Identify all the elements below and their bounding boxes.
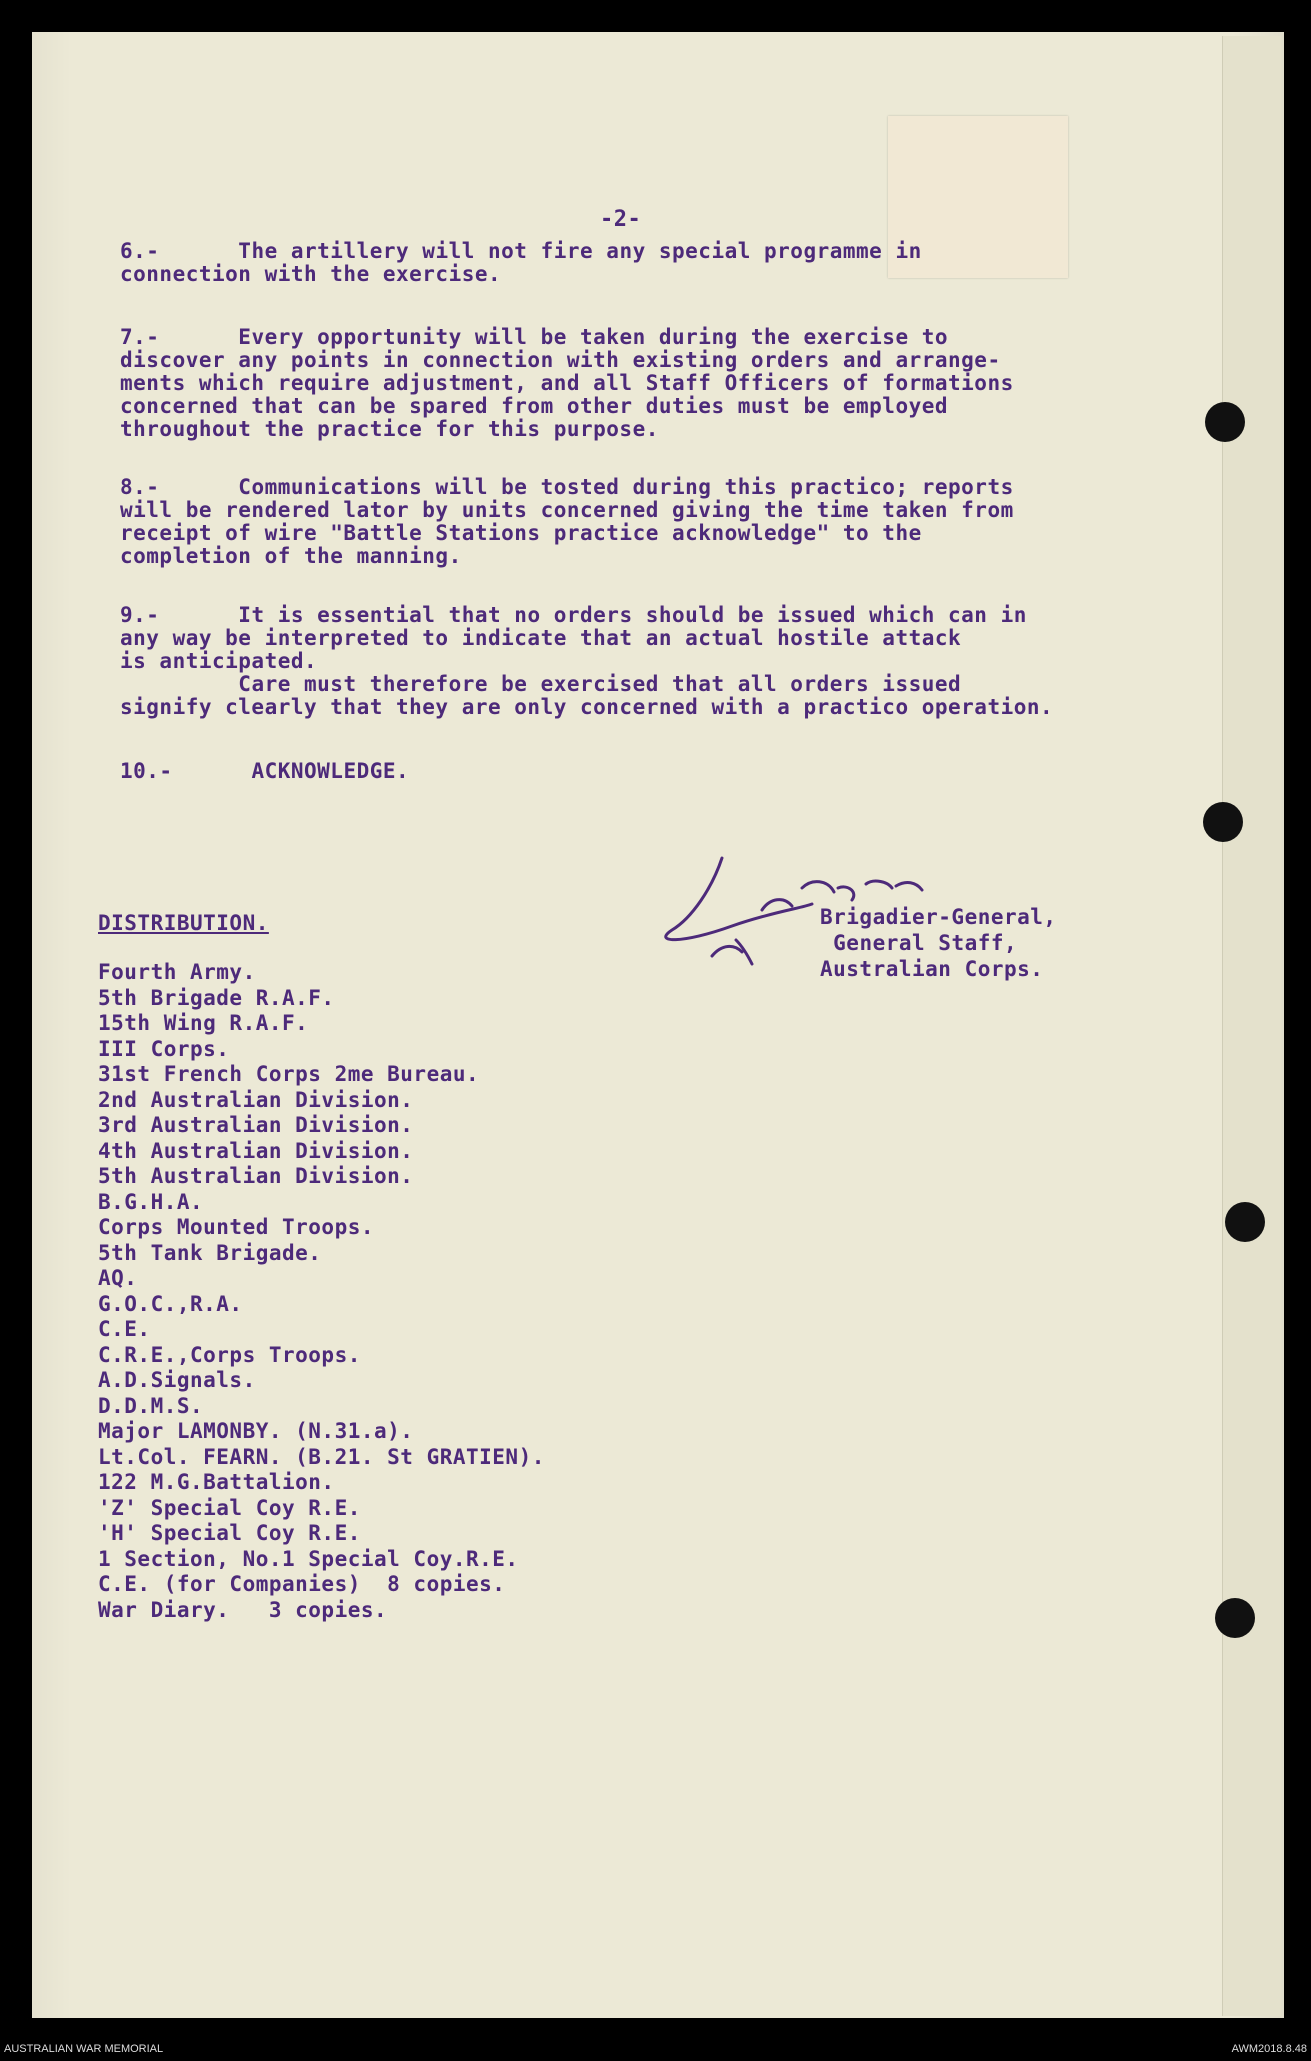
list-item: War Diary. 3 copies. (98, 1597, 388, 1622)
list-item: D.D.M.S. (98, 1393, 204, 1418)
paragraph-8 (120, 476, 1180, 568)
list-item: 2nd Australian Division. (98, 1087, 414, 1112)
paragraph-line: Care must therefore be exercised that all orders issued (238, 672, 962, 696)
list-item: 3rd Australian Division. (98, 1113, 414, 1137)
footer-reference: AWM2018.8.48 (1231, 2043, 1307, 2055)
list-item: AQ. (98, 1266, 138, 1290)
signature-line: Australian Corps. (820, 957, 1044, 981)
paragraph-line: any way be interpreted to indicate that an actual hostile attack (120, 626, 962, 650)
list-item: 5th Brigade R.A.F. (98, 985, 335, 1010)
paragraph-line: signify clearly that they are only concerned with a practico operation. (120, 695, 1054, 719)
paragraph-line: throughout the practice for this purpose. (120, 417, 659, 441)
paragraph-line: connection with the exercise. (120, 262, 502, 286)
paragraph-line: ments which require adjustment, and all Staff Officers of formations (120, 371, 1014, 395)
list-item: 4th Australian Division. (98, 1138, 414, 1163)
paragraph-10 (120, 760, 1180, 783)
list-item: Major LAMONBY. (N.31.a). (98, 1419, 414, 1443)
list-item: 15th Wing R.A.F. (98, 1011, 309, 1035)
punch-hole (1215, 1598, 1255, 1638)
list-item: A.D.Signals. (98, 1368, 256, 1392)
paragraph-line: concerned that can be spared from other duties must be employed (120, 394, 949, 418)
paragraph-9 (120, 604, 1180, 719)
list-item: Corps Mounted Troops. (98, 1215, 375, 1239)
page-number: -2- (600, 207, 642, 232)
paragraph-line: 8.- Communications will be tosted during this practico; reports (120, 475, 1014, 499)
list-item: G.O.C.,R.A. (98, 1291, 243, 1316)
footer-credit: AUSTRALIAN WAR MEMORIAL (4, 2043, 164, 2055)
punch-hole (1203, 802, 1243, 842)
signature-line: General Staff, (833, 931, 1018, 955)
page-edge (1222, 36, 1281, 2016)
paragraph-line: 9.- It is essential that no orders should be issued which can in (120, 603, 1027, 627)
paragraph-7 (120, 326, 1180, 441)
list-item: III Corps. (98, 1036, 230, 1061)
list-item: Lt.Col. FEARN. (B.21. St GRATIEN). (98, 1444, 545, 1469)
paragraph-line: discover any points in connection with existing orders and arrange- (120, 348, 1001, 372)
list-item: 122 M.G.Battalion. (98, 1470, 335, 1494)
paragraph-line: receipt of wire "Battle Stations practice acknowledge" to the (120, 521, 922, 545)
punch-hole (1205, 402, 1245, 442)
paragraph-line: will be rendered lator by units concerned giving the time taken from (120, 498, 1014, 522)
list-item: Fourth Army. (98, 960, 256, 984)
list-item: 1 Section, No.1 Special Coy.R.E. (98, 1546, 519, 1571)
list-item: 'H' Special Coy R.E. (98, 1521, 361, 1545)
distribution-list (98, 960, 545, 1623)
paragraph-line: is anticipated. (120, 649, 318, 673)
paragraph-line: 10.- ACKNOWLEDGE. (120, 759, 410, 783)
paragraph-line: completion of the manning. (120, 544, 462, 568)
list-item: 'Z' Special Coy R.E. (98, 1495, 361, 1520)
signature-block (820, 904, 1057, 982)
list-item: B.G.H.A. (98, 1189, 204, 1214)
punch-hole (1225, 1202, 1265, 1242)
paragraph-line: 6.- The artillery will not fire any special programme in (120, 239, 922, 263)
list-item: C.E. (for Companies) 8 copies. (98, 1572, 506, 1596)
list-item: 5th Tank Brigade. (98, 1240, 322, 1265)
list-item: C.R.E.,Corps Troops. (98, 1342, 361, 1367)
distribution-heading: DISTRIBUTION. (98, 911, 269, 935)
list-item: C.E. (98, 1317, 151, 1341)
list-item: 5th Australian Division. (98, 1164, 414, 1188)
list-item: 31st French Corps 2me Bureau. (98, 1062, 480, 1086)
paragraph-6 (120, 240, 1180, 286)
paragraph-line: 7.- Every opportunity will be taken during the exercise to (120, 325, 949, 349)
signature-line: Brigadier-General, (820, 905, 1057, 929)
